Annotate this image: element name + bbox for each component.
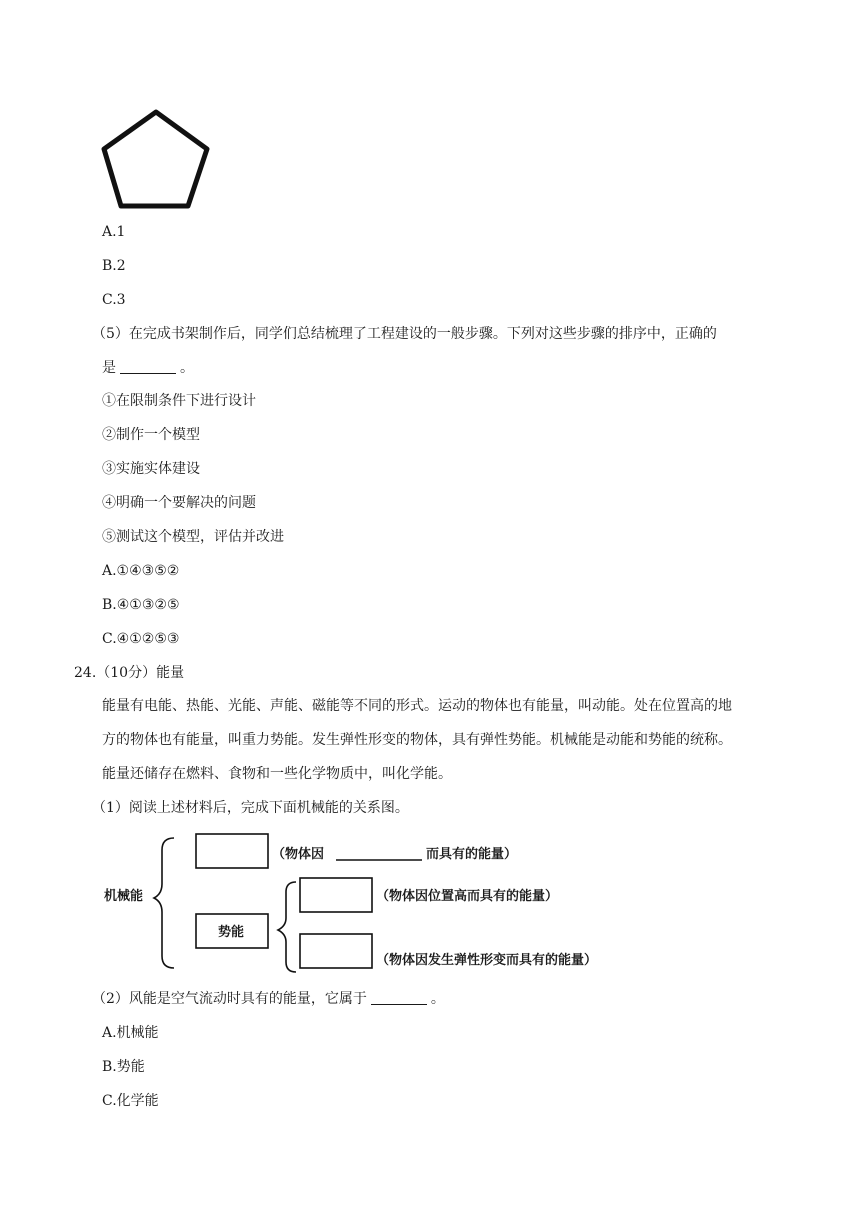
step-1: ①在限制条件下进行设计 (102, 393, 256, 409)
kinetic-energy-box[interactable] (196, 834, 268, 868)
sub2-option-a: A.机械能 (102, 1025, 159, 1041)
q5-option-a: A.①④③⑤② (102, 563, 180, 579)
sub-note-1: （物体因位置高而具有的能量） (376, 889, 559, 904)
sub-brace (278, 882, 296, 972)
diagram-root-label: 机械能 (104, 889, 144, 904)
sub2-option-c: C.化学能 (102, 1093, 159, 1109)
sub2-option-b: B.势能 (102, 1059, 145, 1075)
option-b-top: B.2 (102, 258, 126, 274)
sub2-answer-blank (371, 990, 427, 1005)
passage-line-3: 能量还储存在燃料、食物和一些化学物质中，叫化学能。 (102, 766, 452, 782)
pentagon-figure (100, 108, 212, 212)
step-4: ④明确一个要解决的问题 (102, 495, 256, 511)
energy-relation-diagram (100, 826, 640, 976)
q24-heading: 24.（10分）能量 (74, 665, 185, 681)
sub-note-2: （物体因发生弹性形变而具有的能量） (376, 953, 598, 968)
q24-sub1: （1）阅读上述材料后，完成下面机械能的关系图。 (92, 800, 409, 816)
potential-energy-label: 势能 (218, 925, 245, 940)
q5-stem-line2 (102, 358, 194, 378)
q24-sub2-stem (92, 989, 445, 1009)
step-2: ②制作一个模型 (102, 427, 200, 443)
q5-stem-line1: （5）在完成书架制作后，同学们总结梳理了工程建设的一般步骤。下列对这些步骤的排序中，正确的 (92, 326, 717, 342)
answer-blank (120, 359, 176, 374)
branch1-note-suffix: 而具有的能量） (426, 847, 518, 862)
sub2-stem-text: （2）风能是空气流动时具有的能量，它属于 (92, 991, 367, 1007)
passage-line-1: 能量有电能、热能、光能、声能、磁能等不同的形式。运动的物体也有能量，叫动能。处在位置高的地 (102, 698, 732, 714)
q5-stem-prefix: 是 (102, 360, 116, 376)
gravity-potential-box[interactable] (300, 878, 372, 912)
q5-stem-end: 。 (180, 360, 194, 376)
sub2-stem-end: 。 (430, 991, 445, 1007)
main-brace (154, 838, 174, 968)
option-a-top: A.1 (102, 224, 126, 240)
step-3: ③实施实体建设 (102, 461, 200, 477)
step-5: ⑤测试这个模型，评估并改进 (102, 529, 284, 545)
option-c-top: C.3 (102, 292, 126, 308)
elastic-potential-box[interactable] (300, 934, 372, 968)
q5-option-c: C.④①②⑤③ (102, 631, 180, 647)
q5-option-b: B.④①③②⑤ (102, 597, 180, 613)
branch1-note-prefix: （物体因 (272, 847, 325, 862)
passage-line-2: 方的物体也有能量，叫重力势能。发生弹性形变的物体，具有弹性势能。机械能是动能和势能的统称。 (102, 732, 732, 748)
